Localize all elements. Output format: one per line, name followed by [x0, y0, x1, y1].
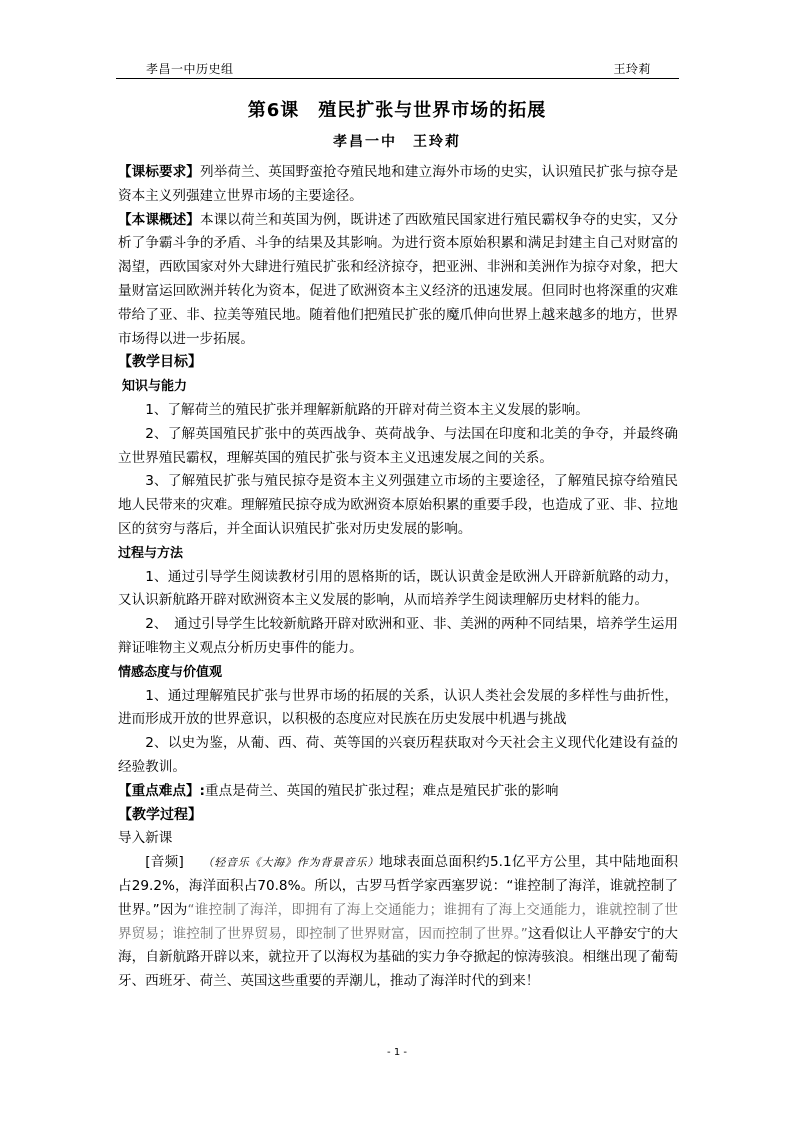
intro-paragraph: [118, 851, 678, 994]
header-left: 孝昌一中历史组: [146, 62, 234, 76]
curriculum-section: [118, 161, 678, 209]
objectives-heading: 【教学目标】: [118, 354, 202, 371]
page-number: - 1 -: [387, 1047, 407, 1058]
knowledge-item: 1、了解荷兰的殖民扩张并理解新航路的开辟对荷兰资本主义发展的影响。: [145, 401, 589, 418]
intro-text-2: 这看似让人平静安宁的大海，自新航路开辟以来，就拉开了以海权为基础的实力争夺掀起的惊涛骇浪。相继出现了葡萄牙、西班牙、荷兰、英国这些重要的弄潮儿，推动了海洋时代的到来！: [118, 925, 679, 990]
key-points-label: 【重点难点】:: [118, 782, 205, 799]
quote-gray: “谁控制了海洋，即拥有了海上交通能力；谁拥有了海上交通能力，谁就控制了世界贸易；谁控制了世界贸易，即控制了世界财富，因而控制了世界。”: [118, 901, 678, 942]
author-line: 孝昌一中 王玲莉: [333, 134, 461, 150]
overview-text: 本课以荷兰和英国为例，既讲述了西欧殖民国家进行殖民霸权争夺的史实，又分析了争霸斗争的矛盾、斗争的结果及其影响。为进行资本原始积累和满足封建主自己对财富的渴望，西欧国家对外大肆进行殖民扩张和经济掠夺，把亚洲、非洲和美洲作为掠夺对象，把大量财富运回欧洲并转化为资本，促进了欧洲资本主义经济的迅速发展。但同时也将深重的灾难带给了亚、非、拉美等殖民地。随着他们把殖民扩张的魔爪伸向世界上越来越多的地方，世界市场得以进一步拓展。: [118, 211, 679, 347]
process-method-heading: 过程与方法: [118, 545, 184, 561]
knowledge-item: 2、了解英国殖民扩张中的英西战争、英荷战争、与法国在印度和北美的争夺，并最终确立世界殖民霸权，理解英国的殖民扩张与资本主义迅速发展之间的关系。: [118, 425, 678, 466]
audio-note: （轻音乐《大海》作为背景音乐）: [202, 856, 380, 870]
teaching-process-heading: 【教学过程】: [118, 806, 202, 823]
lesson-title: 第6课 殖民扩张与世界市场的拓展: [247, 100, 547, 121]
header-divider: [116, 78, 679, 79]
document-body: [118, 161, 678, 994]
audio-label: [音频]: [145, 854, 184, 871]
process-method-item: 2、 通过引导学生比较新航路开辟对欧洲和亚、非、美洲的两种不同结果，培养学生运用辩证唯物主义观点分析历史事件的能力。: [118, 616, 678, 656]
emotion-item: 2、以史为鉴，从葡、西、荷、英等国的兴衰历程获取对今天社会主义现代化建设有益的经验教训。: [118, 735, 678, 775]
curriculum-label: 【课标要求】: [118, 164, 200, 180]
key-points-text: 重点是荷兰、英国的殖民扩张过程；难点是殖民扩张的影响: [205, 782, 559, 799]
emotion-item: 1、通过理解殖民扩张与世界市场的拓展的关系，认识人类社会发展的多样性与曲折性，进而形成开放的世界意识，以积极的态度应对民族在历史发展中机遇与挑战: [118, 687, 678, 728]
emotion-heading: 情感态度与价值观: [118, 664, 223, 680]
key-points-section: [118, 780, 678, 804]
overview-label: 【本课概述】: [118, 211, 200, 228]
intro-heading: 导入新课: [118, 830, 173, 847]
intro-text-1: 地球表面总面积约5.1亿平方公里，其中陆地面积占29.2%，海洋面积占70.8%。所以，古罗马哲学家西塞罗说：“谁控制了海洋，谁就控制了世界。”因为: [118, 854, 678, 918]
curriculum-text: 列举荷兰、英国野蛮抢夺殖民地和建立海外市场的史实，认识殖民扩张与掠夺是资本主义列强建立世界市场的主要途径。: [118, 164, 679, 204]
knowledge-item: 3、了解殖民扩张与殖民掠夺是资本主义列强建立市场的主要途径，了解殖民掠夺给殖民地人民带来的灾难。理解殖民掠夺成为欧洲资本原始积累的重要手段，也造成了亚、非、拉地区的贫穷与落后，并全面认识殖民扩张对历史发展的影响。: [118, 473, 678, 537]
knowledge-heading: 知识与能力: [122, 379, 188, 395]
header-right: 王玲莉: [613, 62, 651, 76]
process-method-item: 1、通过引导学生阅读教材引用的恩格斯的话，既认识黄金是欧洲人开辟新航路的动力，又认识新航路开辟对欧洲资本主义发展的影响，从而培养学生阅读理解历史材料的能力。: [118, 568, 678, 609]
overview-section: [118, 209, 678, 352]
